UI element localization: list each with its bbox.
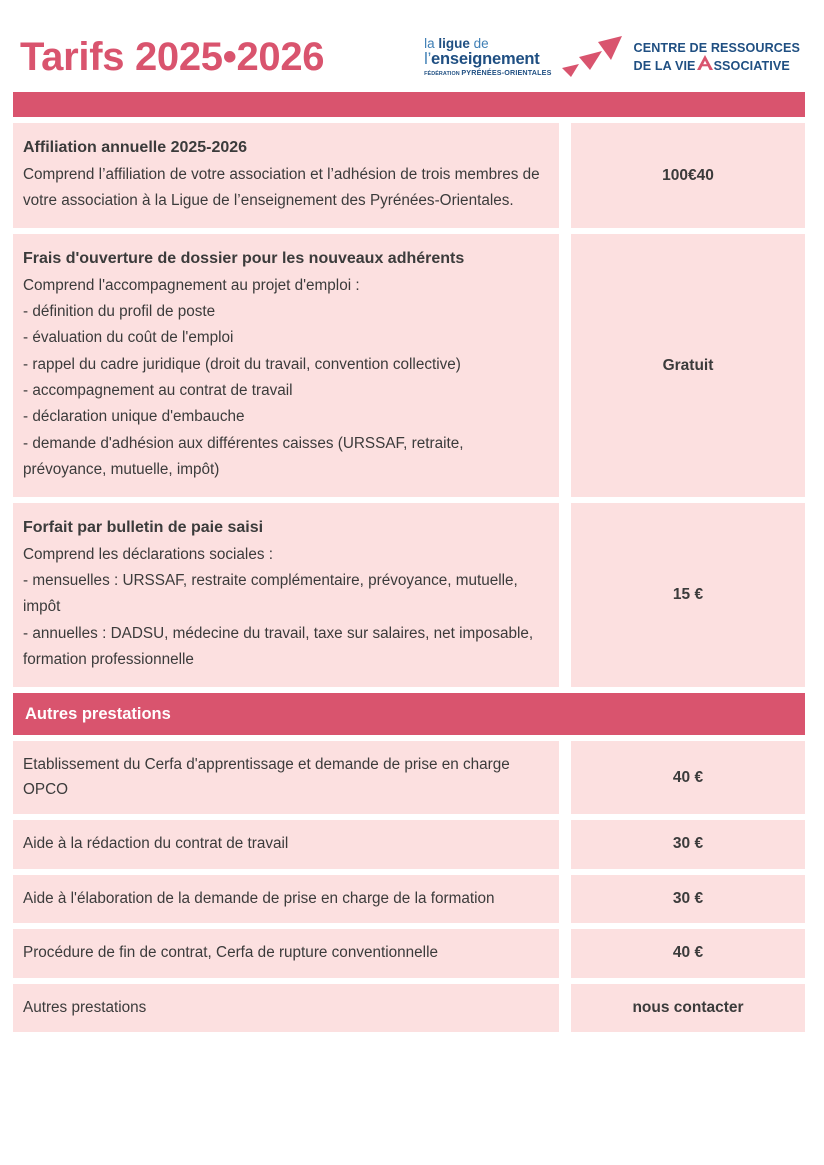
row-description-cell	[13, 875, 559, 923]
row-text: Procédure de fin de contrat, Cerfa de rupture conventionnelle	[23, 944, 438, 962]
row-detail-line: - accompagnement au contrat de travail	[23, 381, 293, 399]
page-header	[0, 0, 824, 92]
crva-logo	[634, 41, 800, 74]
ligue-logo-la: la	[424, 35, 439, 51]
table-row	[13, 123, 805, 228]
row-title: Forfait par bulletin de paie saisi	[23, 519, 264, 537]
table-row	[13, 503, 805, 687]
table-top-band	[13, 92, 805, 117]
ligue-logo-de: de	[469, 35, 489, 51]
ligue-logo-lapostrophe: l’	[424, 49, 432, 68]
crva-logo-ssociative: SSOCIATIVE	[713, 58, 790, 73]
row-description-cell	[13, 234, 559, 497]
row-price-cell: 40 €	[571, 741, 805, 814]
other-rows	[13, 741, 805, 1032]
row-price-cell: 30 €	[571, 820, 805, 868]
main-rows	[13, 123, 805, 687]
ligue-logo-line1	[424, 37, 551, 51]
ligue-enseignement-logo	[424, 37, 551, 77]
row-price-cell: nous contacter	[571, 984, 805, 1032]
row-price-cell: 40 €	[571, 929, 805, 977]
row-price-cell: Gratuit	[571, 234, 805, 497]
row-title: Frais d'ouverture de dossier pour les nouveaux adhérents	[23, 250, 465, 268]
arrows-icon	[562, 36, 624, 78]
ligue-logo-enseignement: enseignement	[431, 49, 540, 68]
ligue-logo-line2	[424, 51, 551, 68]
row-price-cell: 100€40	[571, 123, 805, 228]
row-description-cell	[13, 123, 559, 228]
row-detail-line: - rappel du cadre juridique (droit du travail, convention collective)	[23, 355, 461, 373]
table-row	[13, 234, 805, 497]
ligue-logo-line3	[424, 69, 551, 78]
row-price-cell: 15 €	[571, 503, 805, 687]
crva-logo-line1: CENTRE DE RESSOURCES	[633, 40, 800, 55]
crva-logo-delavie: DE LA VIE	[633, 58, 696, 73]
ligue-logo-departement: PYRÉNÉES-ORIENTALES	[461, 67, 552, 77]
crva-logo-line2	[634, 56, 800, 74]
ligue-logo-federation: FÉDÉRATION	[424, 70, 462, 77]
ligue-logo-ligue: ligue	[438, 35, 470, 51]
table-row	[13, 741, 805, 814]
row-detail-line: - demande d'adhésion aux différentes caisses (URSSAF, retraite, prévoyance, mutuelle, impôt)	[23, 434, 464, 478]
row-detail-line: - mensuelles : URSSAF, restraite complémentaire, prévoyance, mutuelle, impôt	[23, 572, 518, 616]
row-title: Affiliation annuelle 2025-2026	[23, 139, 248, 156]
row-description-cell	[13, 929, 559, 977]
table-row	[13, 875, 805, 923]
table-row	[13, 929, 805, 977]
stylized-a-icon	[697, 56, 713, 70]
row-detail-line: Comprend l’affiliation de votre association et l’adhésion de trois membres de votre association à la Ligue de l’enseignement des Pyrénées-Orientales.	[23, 165, 540, 209]
row-detail-line: - évaluation du coût de l'emploi	[23, 329, 234, 347]
row-text: Aide à l'élaboration de la demande de prise en charge de la formation	[23, 889, 495, 907]
section-header-label: Autres prestations	[25, 704, 171, 723]
row-description-cell	[13, 984, 559, 1032]
row-description-cell	[13, 741, 559, 814]
row-description-cell	[13, 503, 559, 687]
section-header-autres-prestations	[13, 693, 805, 735]
row-text: Autres prestations	[23, 998, 147, 1016]
row-text: Etablissement du Cerfa d'apprentissage et demande de prise en charge OPCO	[23, 756, 510, 798]
row-description-cell	[13, 820, 559, 868]
row-text: Aide à la rédaction du contrat de travail	[23, 835, 289, 853]
row-detail-line: Comprend l'accompagnement au projet d'emploi :	[23, 276, 360, 294]
row-detail-line: - définition du profil de poste	[23, 303, 216, 321]
page-title: Tarifs 2025•2026	[20, 35, 325, 79]
pricing-table	[13, 92, 805, 1032]
row-detail-line: - annuelles : DADSU, médecine du travail, taxe sur salaires, net imposable, formation professionnelle	[23, 624, 534, 668]
row-detail-line: Comprend les déclarations sociales :	[23, 545, 273, 563]
table-row	[13, 984, 805, 1032]
row-price-cell: 30 €	[571, 875, 805, 923]
row-detail-line: - déclaration unique d'embauche	[23, 408, 245, 426]
table-row	[13, 820, 805, 868]
logo-group	[424, 36, 808, 78]
